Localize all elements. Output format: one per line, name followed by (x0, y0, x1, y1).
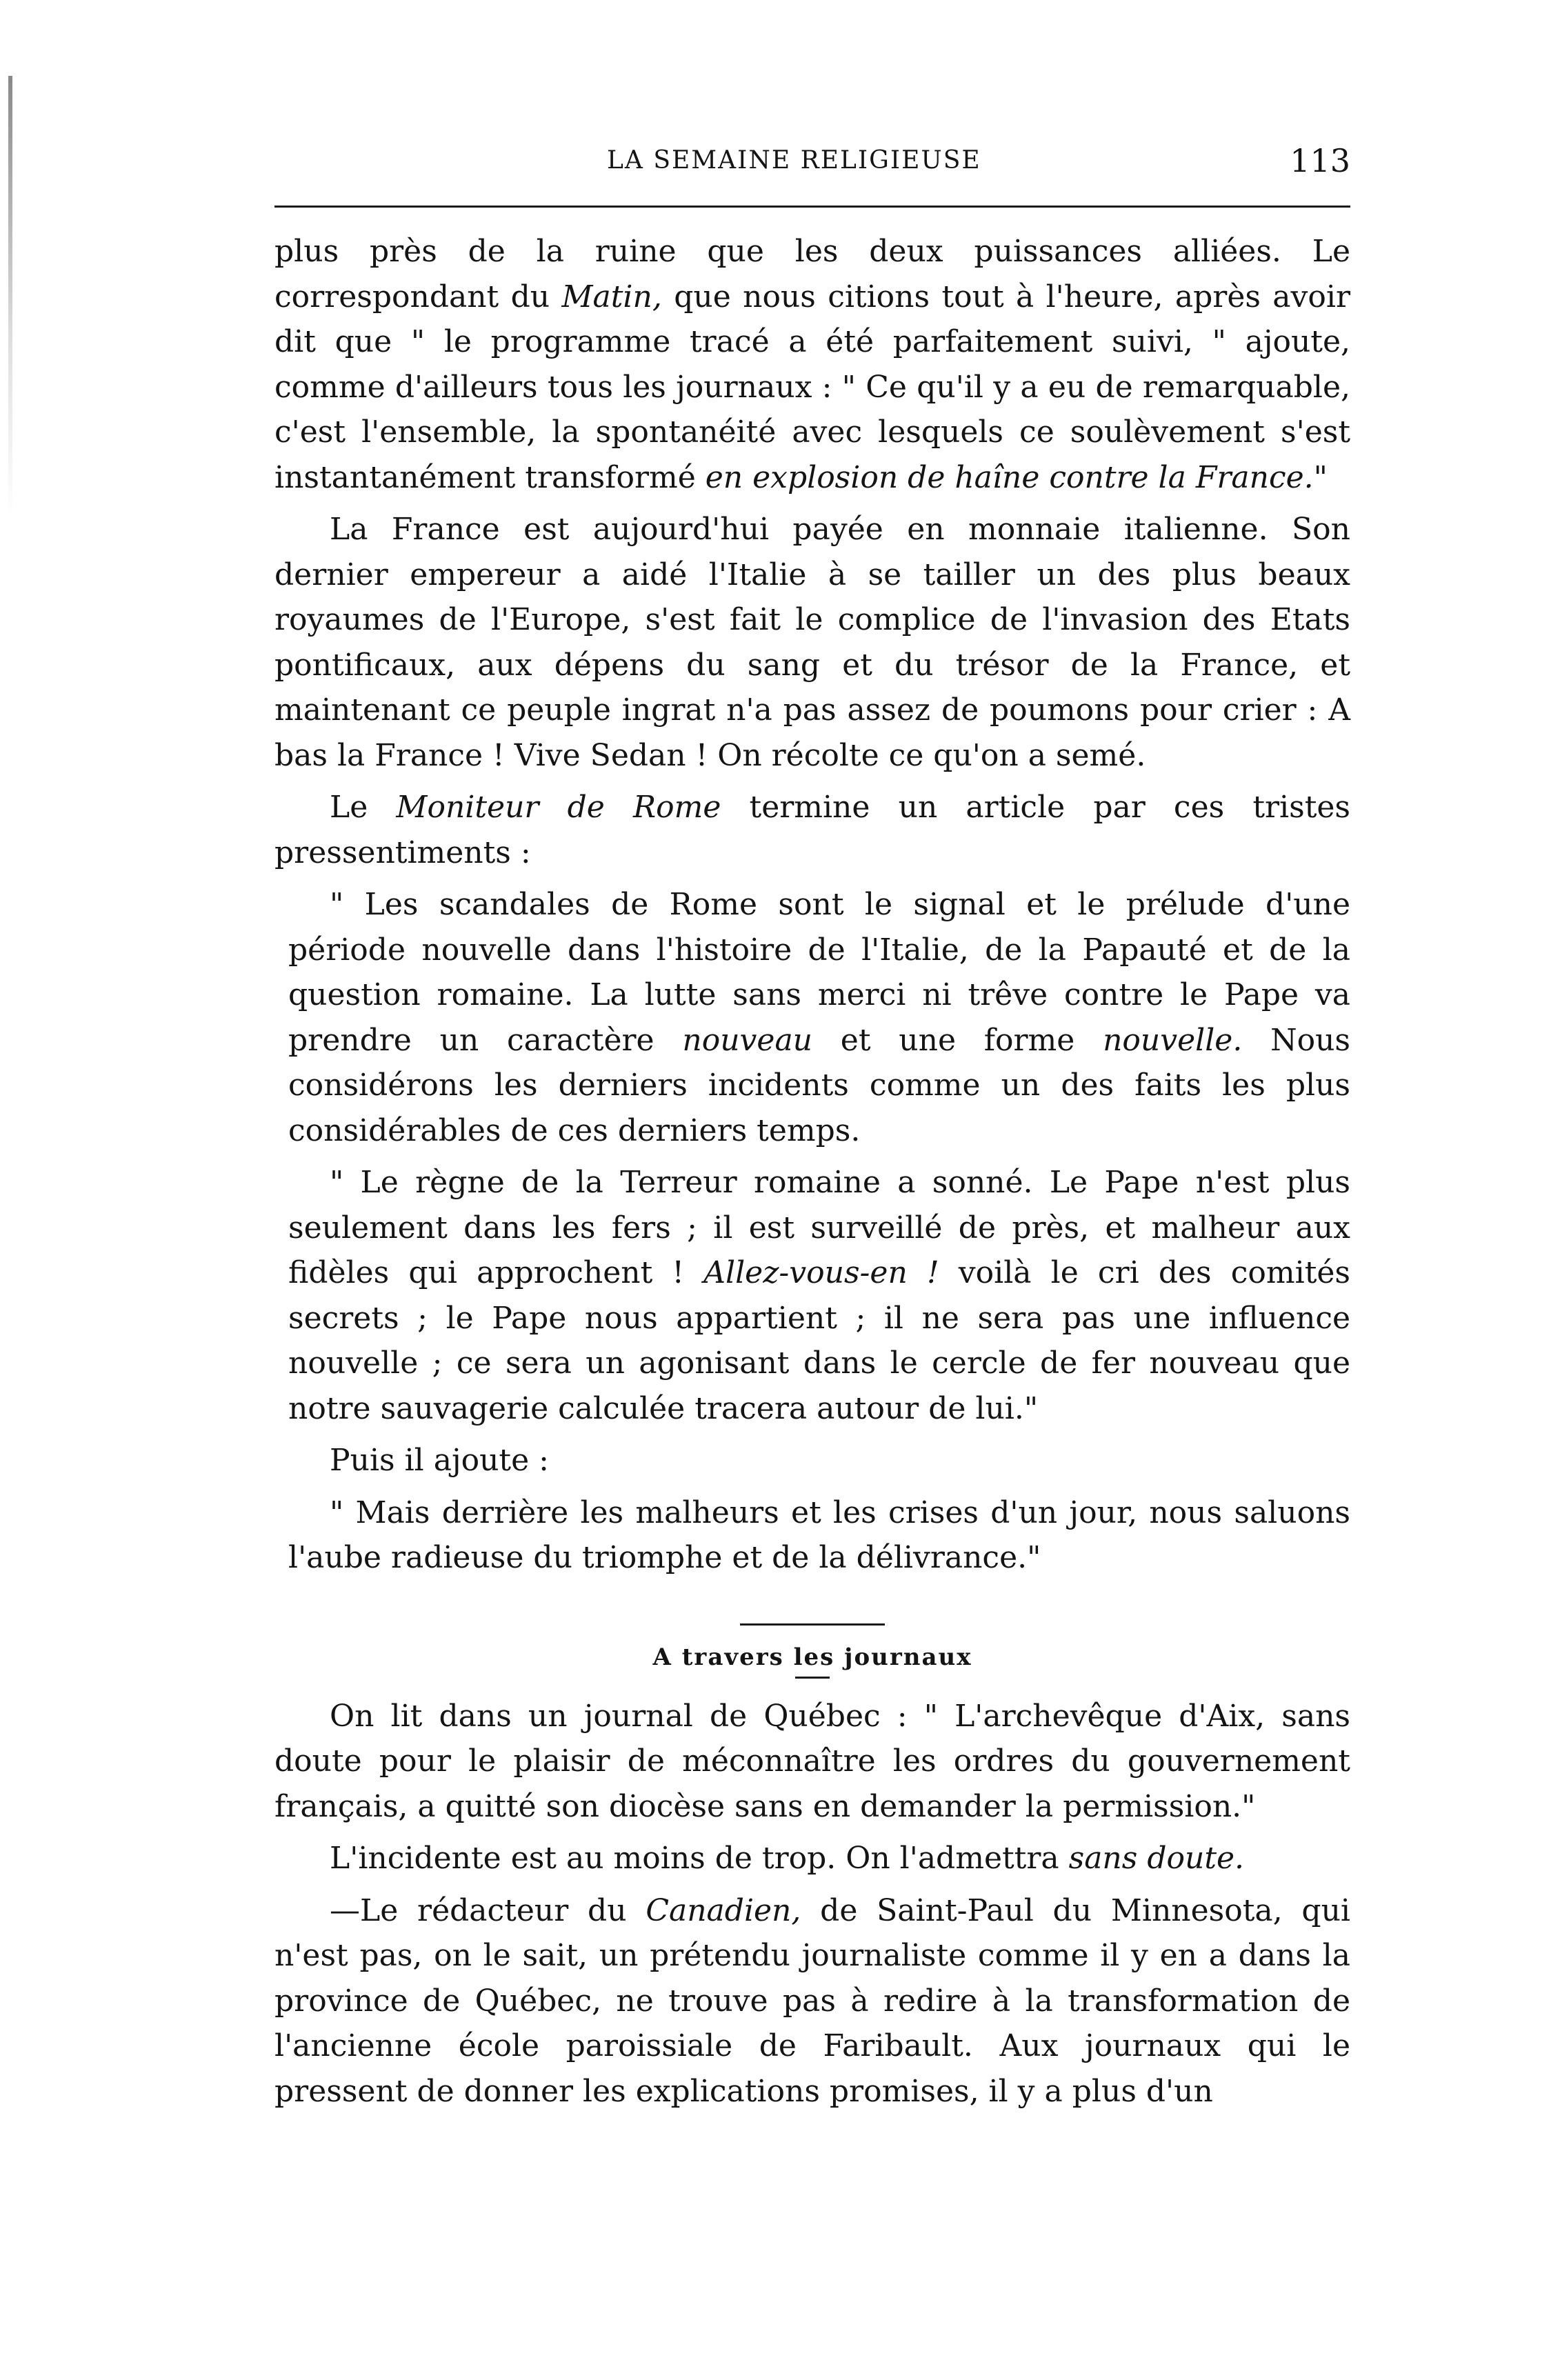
page-number: 113 (1290, 142, 1350, 179)
section-divider (740, 1623, 885, 1626)
quote-1: " Les scandales de Rome sont le signal et le prélude d'une période nouvelle dans l'histoire de l'Italie, de la Papauté et de la question romaine. La lutte sans merci ni trêve contre le Pape va prendre un caractère nouveau et une forme nouvelle. Nous considérons les derniers incidents comme un des faits les plus considérables de ces derniers temps. (288, 887, 1351, 1148)
scan-edge-shadow (8, 76, 12, 517)
section-paragraph-3: —Le rédacteur du Canadien, de Saint-Paul du Minnesota, qui n'est pas, on le sait, un prétendu journaliste comme il y en a dans la province de Québec, ne trouve pas à redire à la transformation de l'ancienne école paroissiale de Faribault. Aux journaux qui le pressent de donner les explications promises, il y a plus d'un (274, 1892, 1350, 2109)
section-paragraph-2: L'incidente est au moins de trop. On l'admettra sans doute. (330, 1841, 1245, 1876)
quote-3: " Mais derrière les malheurs et les crises d'un jour, nous saluons l'aube radieuse du triomphe et de la délivrance." (288, 1494, 1350, 1575)
header-rule (274, 206, 1350, 208)
section-title: A travers les journaux (652, 1643, 972, 1671)
running-title: LA SEMAINE RELIGIEUSE (607, 146, 981, 174)
running-header (274, 142, 1350, 188)
paragraph-1: plus près de la ruine que les deux puissances alliées. Le correspondant du Matin, que nous citions tout à l'heure, après avoir dit que " le programme tracé a été parfaitement suivi, " ajoute, comme d'ailleurs tous les journaux : " Ce qu'il y a eu de remarquable, c'est l'ensemble, la spontanéité avec lesquels ce soulèvement s'est instantanément transformé en explosion de haîne contre la France." (274, 234, 1350, 495)
paragraph-2: La France est aujourd'hui payée en monnaie italienne. Son dernier empereur a aidé l'Italie à se tailler un des plus beaux royaumes de l'Europe, s'est fait le complice de l'invasion des Etats pontificaux, aux dépens du sang et du trésor de la France, et maintenant ce peuple ingrat n'a pas assez de poumons pour crier : A bas la France ! Vive Sedan ! On récolte ce qu'on a semé. (274, 512, 1350, 773)
section-paragraph-1: On lit dans un journal de Québec : " L'archevêque d'Aix, sans doute pour le plaisir de méconnaître les ordres du gouvernement français, a quitté son diocèse sans en demander la permission." (274, 1698, 1350, 1824)
book-page (274, 142, 1351, 2109)
quote-2: " Le règne de la Terreur romaine a sonné. Le Pape n'est plus seulement dans les fers ; il est surveillé de près, et malheur aux fidèles qui approchent ! Allez-vous-en ! voilà le cri des comités secrets ; le Pape nous appartient ; il ne sera pas une influence nouvelle ; ce sera un agonisant dans le cercle de fer nouveau que notre sauvagerie calculée tracera autour de lui." (288, 1165, 1351, 1426)
paragraph-4: Puis il ajoute : (330, 1443, 549, 1478)
body-text (274, 229, 1350, 2114)
section-sub-rule (795, 1677, 830, 1679)
paragraph-3: Le Moniteur de Rome termine un article par ces tristes pressentiments : (274, 790, 1351, 870)
